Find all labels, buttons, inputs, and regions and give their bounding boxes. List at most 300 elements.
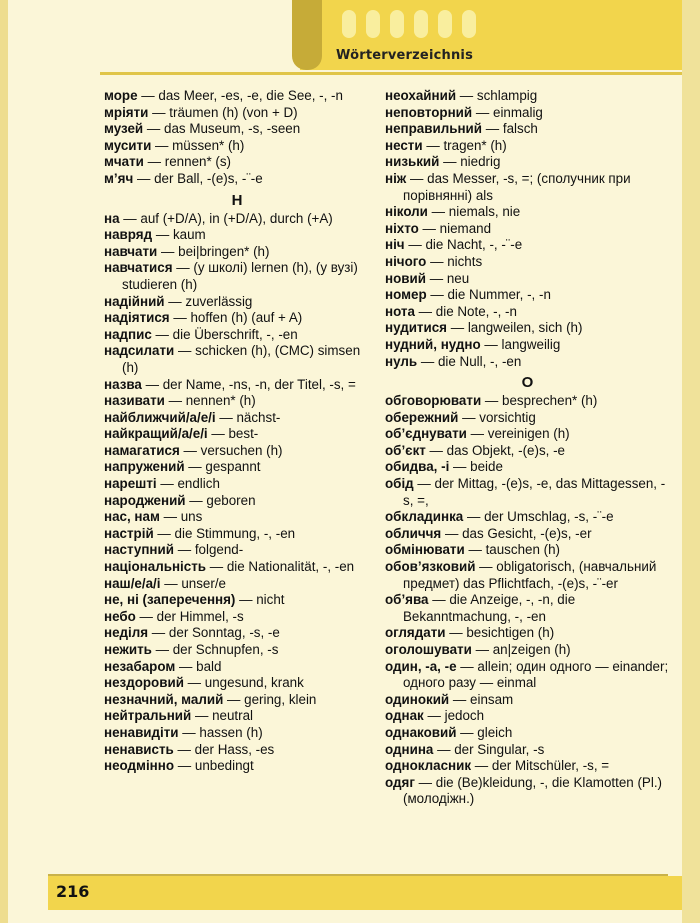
headword: нудний, нудно [385,336,481,352]
entry-dash: — [466,426,488,442]
headword: одяг [385,774,415,790]
translation: langweilen, sich (h) [467,320,583,336]
right-page-edge [682,0,700,923]
letter-heading: О [521,374,534,392]
dictionary-entry [385,725,670,742]
entry-dash: — [185,492,207,508]
entry-dash: — [151,642,173,657]
headword: незначний, малий [104,691,224,707]
headword: навряд [104,227,153,243]
headword: наступний [104,542,174,558]
headword: неділя [104,625,149,641]
entry-dash: — [184,459,206,475]
dictionary-entry [385,692,670,709]
translation: schlampig [476,88,538,103]
entry-dash: — [418,220,440,236]
dictionary-entry [104,260,370,293]
dictionary-entry [104,426,370,443]
translation: langweilig [501,336,561,352]
entry-dash: — [433,741,455,757]
entry-dash: — [458,409,480,425]
translation: der Schnupfen, -s [172,642,279,657]
dictionary-entry [104,244,370,261]
translation: das Museum, -s, -seen [164,121,301,137]
headword: неодмінно [104,758,175,774]
headword: мріяти [104,104,149,120]
dictionary-entry [104,443,370,460]
entry-dash: — [164,393,186,409]
entry-dash: — [157,243,179,259]
dictionary-entry [104,476,370,493]
entry-dash: — [215,409,237,425]
headword: обидва, -і [385,459,450,475]
translation: versuchen (h) [200,442,283,458]
translation: nächst- [236,409,281,425]
left-column [104,88,370,775]
dictionary-entry [104,310,370,327]
headword: однак [385,708,424,724]
entry-dash: — [119,210,141,226]
entry-dash: — [414,774,436,790]
dictionary-entry [104,343,370,376]
dictionary-entry [104,88,370,105]
headword: об’ява [385,592,429,608]
translation: folgend- [194,542,244,558]
translation: vereinigen (h) [487,426,570,442]
entry-dash: — [406,170,428,186]
dictionary-entry [104,227,370,244]
headword: надсилати [104,343,175,359]
headword: море [104,88,138,103]
dictionary-entry [104,493,370,510]
dictionary-entry [385,304,670,321]
headword: обов’язковий [385,559,476,575]
headword: мчати [104,154,144,170]
translation: besprechen* (h) [502,393,598,409]
entry-dash: — [404,237,426,253]
translation: allein; один одного — einander; одного разу — einmal [403,658,669,691]
dictionary-entry [104,526,370,543]
entry-dash: — [456,88,477,103]
headword: обід [385,476,414,492]
translation: die Nacht, -, -¨-e [425,237,523,253]
translation: an|zeigen (h) [492,642,571,657]
dictionary-entry [104,509,370,526]
headword: надіятися [104,310,170,326]
translation: bei|bringen* (h) [178,243,270,259]
entry-dash: — [423,708,445,724]
entry-dash: — [445,625,467,641]
dictionary-entry [104,459,370,476]
entry-dash: — [174,758,195,774]
translation: uns [180,509,203,525]
headword: новий [385,270,426,286]
translation: träumen (h) (von + D) [169,104,298,120]
headword: на [104,210,120,226]
headword: обличчя [385,525,442,541]
translation: hoffen (h) (auf + A) [190,310,303,326]
entry-dash: — [141,376,163,392]
entry-dash: — [148,104,170,120]
headword: навчатися [104,260,173,276]
translation: niedrig [460,154,501,170]
translation: der Himmel, -s [156,608,244,624]
dictionary-entry [385,659,670,692]
headword: нездоровий [104,675,184,691]
dictionary-entry [104,659,370,676]
dictionary-entry [104,542,370,559]
dictionary-entry [385,138,670,155]
dictionary-entry [385,559,670,592]
entry-dash: — [191,708,213,724]
dictionary-entry [104,393,370,410]
dictionary-entry [385,121,670,138]
headword: не, ні (заперечення) [104,592,236,608]
dictionary-entry [385,393,670,410]
dictionary-entry [104,609,370,626]
translation: niemals, nie [448,204,521,220]
translation: einmalig [493,104,543,120]
translation: die Stimmung, -, -en [174,525,296,541]
entry-dash: — [449,459,471,475]
entry-dash: — [172,260,194,276]
dictionary-entry [104,642,370,659]
headword: обмінювати [385,542,465,558]
entry-dash: — [164,293,186,309]
translation: schicken (h), (СМС) simsen (h) [122,343,361,375]
dictionary-entry [385,708,670,725]
entry-dash: — [207,426,229,442]
entry-dash: — [206,559,227,575]
headword: обкладинка [385,509,464,525]
translation: besichtigen (h) [466,625,555,641]
headword: обережний [385,409,459,425]
translation: der Sonntag, -s, -e [168,625,280,641]
dictionary-entry [385,171,670,204]
entry-dash: — [441,525,463,541]
headword: музей [104,121,144,137]
headword: нести [385,137,423,153]
translation: rennen* (s) [164,154,232,170]
headword: національність [104,559,206,575]
translation: nicht [256,592,285,608]
entry-dash: — [178,724,200,740]
translation: gleich [477,724,513,740]
dictionary-entry [104,377,370,394]
headword: навчати [104,243,158,259]
dictionary-entry [385,354,670,371]
headword: назва [104,376,142,392]
translation: das Objekt, -(e)s, -e [446,442,565,458]
entry-dash: — [425,270,447,286]
letter-heading: Н [231,191,243,209]
entry-dash: — [159,509,181,525]
translation: falsch [502,121,538,137]
entry-dash: — [422,137,444,153]
entry-dash: — [427,204,449,220]
translation: kaum [172,227,206,243]
entry-dash: — [133,170,155,186]
dictionary-entry [385,459,670,476]
dictionary-entry [104,294,370,311]
entry-dash: — [456,724,478,740]
entry-dash: — [148,625,169,641]
translation: tauschen (h) [485,542,560,558]
entry-dash: — [152,227,173,243]
entry-dash: — [235,592,257,608]
dictionary-entry [104,121,370,138]
header-tab [292,0,322,70]
entry-dash: — [446,320,468,336]
translation: der Name, -ns, -n, der Titel, -s, = [162,376,356,392]
entry-dash: — [143,121,165,137]
page-number: 216 [56,882,90,901]
entry-dash: — [426,287,448,303]
headword: називати [104,393,165,409]
dictionary-entry [385,758,670,775]
headword: однина [385,741,434,757]
dictionary-entry [104,171,370,188]
entry-dash: — [413,476,435,492]
dictionary-entry [104,725,370,742]
headword: нарешті [104,476,157,492]
entry-dash: — [173,542,195,558]
headword: нежить [104,642,152,657]
headword: об’єднувати [385,426,467,442]
headword: напружений [104,459,185,475]
headword: ніж [385,170,407,186]
dictionary-entry [385,509,670,526]
dictionary-entry [104,559,370,576]
translation: der Singular, -s [454,741,545,757]
headword: нічого [385,253,427,269]
translation: nichts [447,253,483,269]
translation: gespannt [205,459,261,475]
dictionary-entry [104,758,370,775]
headword: неповторний [385,104,473,120]
dictionary-entry [104,410,370,427]
translation: die Überschrift, -, -en [172,326,298,342]
entry-dash: — [135,608,157,624]
translation: vorsichtig [479,409,536,425]
translation: tragen* (h) [443,137,507,153]
dictionary-entry [104,576,370,593]
header-rule [100,72,682,75]
entry-dash: — [482,121,503,137]
dictionary-entry [385,320,670,337]
entry-dash: — [464,542,486,558]
translation: zuverlässig [185,293,253,309]
left-page-edge [0,0,8,923]
translation: gering, klein [244,691,317,707]
dictionary-entry [104,138,370,155]
entry-dash: — [173,741,195,757]
dictionary-entry [104,211,370,228]
entry-dash: — [463,509,485,525]
dictionary-entry [104,327,370,344]
dictionary-entry [104,105,370,122]
headword: ненавидіти [104,724,179,740]
dictionary-entry [385,237,670,254]
headword: нуль [385,353,418,369]
entry-dash: — [481,393,503,409]
headword: нас, нам [104,509,160,525]
translation: das Messer, -s, =; (сполучник при порівнянні) als [403,170,631,203]
dictionary-entry [385,287,670,304]
translation: das Gesicht, -(e)s, -er [462,525,592,541]
headword: нота [385,303,415,319]
translation: bald [196,658,222,674]
translation: der Mittag, -(e)s, -e, das Mittagessen, -s, =, [403,476,666,508]
translation: obligatorisch, (навчальний предмет) das Pflichtfach, -(e)s, -¨-er [403,559,657,591]
headword: найкращий/а/е/і [104,426,208,442]
dictionary-entry [385,221,670,238]
right-column [385,88,670,808]
entry-dash: — [153,525,175,541]
dictionary-entry [385,592,670,625]
headword: надійний [104,293,165,309]
dictionary-entry [385,742,670,759]
dictionary-entry [385,642,670,659]
dictionary-entry [385,204,670,221]
translation: der Hass, -es [194,741,275,757]
entry-dash: — [425,442,447,458]
translation: jedoch [444,708,485,724]
headword: ніч [385,237,405,253]
dictionary-entry [385,88,670,105]
headword: незабаром [104,658,176,674]
translation: hassen (h) [199,724,263,740]
dictionary-entry [385,337,670,354]
translation: endlich [177,476,220,492]
translation: der Umschlag, -s, -¨-e [484,509,614,525]
headword: неохайний [385,88,457,103]
dictionary-entry [385,271,670,288]
translation: neu [446,270,470,286]
entry-dash: — [426,253,448,269]
translation: die (Be)kleidung, -, die Klamotten (Pl.) (молодіжн.) [403,774,663,807]
headword: наш/е/а/і [104,575,161,591]
entry-dash: — [151,137,173,153]
dictionary-entry [385,154,670,171]
headword: м’яч [104,170,134,186]
entry-dash: — [143,154,165,170]
headword: нудитися [385,320,447,336]
translation: der Ball, -(e)s, -¨-e [154,170,263,186]
section-title: Wörterverzeichnis [336,48,474,63]
dictionary-entry [104,592,370,609]
headword: надпис [104,326,152,342]
translation: unbedingt [194,758,254,774]
entry-dash: — [151,326,173,342]
footer-band [48,876,682,910]
entry-dash: — [449,691,471,707]
dictionary-entry [385,542,670,559]
translation: das Meer, -es, -e, die See, -, -n [158,88,343,103]
translation: die Note, -, -n [435,303,517,319]
entry-dash: — [160,575,182,591]
translation: einsam [470,691,514,707]
headword: однаковий [385,724,457,740]
headword: неправильний [385,121,483,137]
dictionary-entry [104,742,370,759]
translation: nennen* (h) [185,393,256,409]
headword: низький [385,154,440,170]
translation: niemand [439,220,492,236]
headword: мусити [104,137,152,153]
entry-dash: — [223,691,245,707]
headword: оголошувати [385,642,472,657]
dictionary-entry [104,625,370,642]
translation: die Nummer, -, -n [447,287,551,303]
headword: народжений [104,492,186,508]
entry-dash: — [480,336,502,352]
dictionary-entry [385,775,670,808]
headword: ніхто [385,220,419,236]
headword: найближчий/а/е/і [104,409,216,425]
headword: номер [385,287,427,303]
translation: die Nationalität, -, -en [226,559,355,575]
translation: best- [228,426,259,442]
headword: оглядати [385,625,446,641]
translation: müssen* (h) [172,137,245,153]
headword: ненависть [104,741,174,757]
headword: небо [104,608,136,624]
translation: auf (+D/A), in (+D/A), durch (+A) [140,210,333,226]
entry-dash: — [417,353,438,369]
headword: намагатися [104,442,180,458]
dictionary-entry [385,426,670,443]
entry-dash: — [156,476,178,492]
entry-dash: — [439,154,461,170]
headword: одинокий [385,691,450,707]
translation: die Anzeige, -, -n, die Bekanntmachung, -, -en [403,592,576,624]
translation: der Mitschüler, -s, = [491,758,610,774]
entry-dash: — [174,343,196,359]
entry-dash: — [169,310,191,326]
headword: нейтральний [104,708,192,724]
dictionary-entry [385,625,670,642]
dictionary-entry [385,526,670,543]
entry-dash: — [475,559,497,575]
translation: unser/e [181,575,226,591]
dictionary-entry [104,154,370,171]
dictionary-entry [104,675,370,692]
headword: однокласник [385,758,472,774]
dictionary-entry [385,443,670,460]
entry-dash: — [471,642,493,657]
entry-dash: — [456,658,478,674]
entry-dash: — [428,592,450,608]
translation: neutral [212,708,254,724]
headword: ніколи [385,204,428,220]
headword: настрій [104,525,154,541]
headword: об’єкт [385,442,426,458]
translation: die Null, -, -en [437,353,522,369]
entry-dash: — [137,88,159,103]
dictionary-entry [104,692,370,709]
entry-dash: — [472,104,493,120]
headword: обговорювати [385,393,482,409]
dictionary-entry [385,476,670,509]
translation: (у школі) lernen (h), (у вузі) studieren (h) [122,260,358,292]
translation: geboren [206,492,256,508]
dictionary-entry [385,410,670,427]
entry-dash: — [183,675,205,691]
headword: один, -а, -е [385,658,457,674]
dictionary-entry [385,254,670,271]
dictionary-entry [385,105,670,122]
